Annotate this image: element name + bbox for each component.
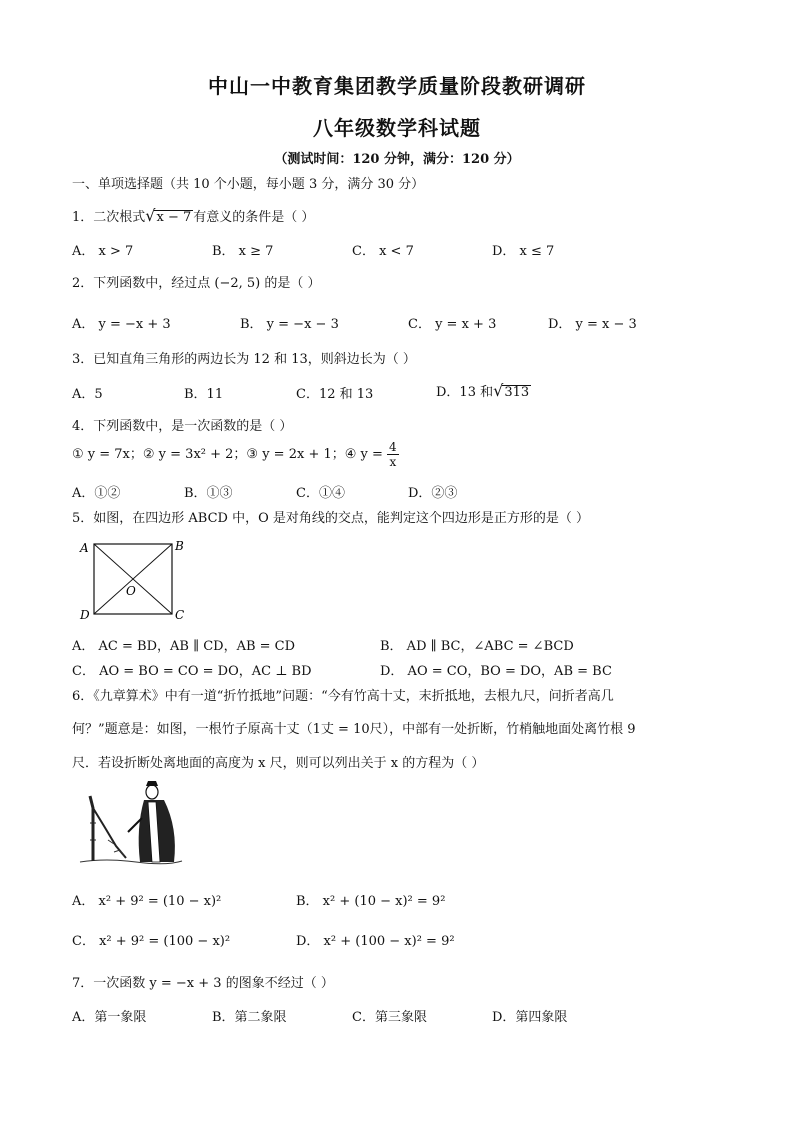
q1-option-b: B． x ≥ 7 — [212, 244, 274, 259]
q6-option-d: D． x² + (100 − x)² = 9² — [296, 934, 455, 949]
q7-option-b: B．第二象限 — [212, 1010, 287, 1025]
q4-items: ① y = 7x；② y = 3x² + 2；③ y = 2x + 1；④ y = — [72, 447, 383, 462]
exam-title: 中山一中教育集团教学质量阶段教研调研 — [208, 74, 586, 98]
question-1 — [72, 206, 314, 225]
q3-option-d — [436, 381, 531, 400]
section-heading: 一、单项选择题（共 10 个小题，每小题 3 分，满分 30 分） — [72, 177, 425, 192]
q3-option-d-radicand: 313 — [504, 385, 530, 400]
q1-radicand: x − 7 — [156, 210, 192, 225]
q3-option-c: C．12 和 13 — [296, 387, 374, 402]
exam-info: （测试时间：120 分钟，满分：120 分） — [274, 152, 520, 167]
bamboo-stalk — [90, 796, 93, 861]
q1-option-a: A． x > 7 — [72, 244, 134, 259]
radical-sign-icon: √ — [493, 381, 504, 400]
q3-option-a: A．5 — [72, 387, 103, 402]
vertex-label-a: A — [80, 541, 89, 555]
q6-option-b: B． x² + (10 − x)² = 9² — [296, 894, 446, 909]
q1-stem-prefix: 1．二次根式 — [72, 210, 146, 225]
q5-option-a: A． AC = BD，AB ∥ CD，AB = CD — [72, 639, 296, 654]
q7-option-c: C．第三象限 — [352, 1010, 427, 1025]
square-abcd-figure — [76, 536, 188, 622]
q4-option-c: C．①④ — [296, 486, 345, 501]
q4-frac-den: x — [389, 455, 397, 469]
q4-frac-num: 4 — [389, 440, 397, 454]
question-7: 7．一次函数 y = −x + 3 的图象不经过（ ） — [72, 976, 334, 991]
question-4: 4．下列函数中，是一次函数的是（ ） — [72, 419, 293, 434]
center-label-o: O — [126, 584, 136, 598]
vertex-label-d: D — [80, 608, 90, 622]
q2-option-d: D． y = x − 3 — [548, 317, 637, 332]
question-3: 3．已知直角三角形的两边长为 12 和 13，则斜边长为（ ） — [72, 352, 416, 367]
scholar-head — [146, 785, 158, 799]
q1-option-d: D． x ≤ 7 — [492, 244, 555, 259]
question-6-line3: 尺．若设折断处离地面的高度为 x 尺，则可以列出关于 x 的方程为（ ） — [72, 756, 485, 771]
question-2: 2．下列函数中，经过点 (−2, 5) 的是（ ） — [72, 276, 321, 291]
q3-option-b: B．11 — [184, 387, 224, 402]
question-5: 5．如图，在四边形 ABCD 中，O 是对角线的交点，能判定这个四边形是正方形的是（ ） — [72, 511, 590, 526]
bamboo-scholar-illustration — [76, 778, 184, 868]
q4-function-list — [72, 440, 399, 469]
vertex-label-b: B — [175, 539, 184, 553]
q2-option-a: A． y = −x + 3 — [72, 317, 171, 332]
scholar-hat — [146, 781, 158, 786]
q3-option-d-label: D．13 和 — [436, 385, 494, 400]
q5-option-d: D． AO = CO，BO = DO，AB = BC — [380, 664, 612, 679]
q6-option-c: C． x² + 9² = (100 − x)² — [72, 934, 231, 949]
q4-option-d: D．②③ — [408, 486, 458, 501]
q7-option-d: D．第四象限 — [492, 1010, 568, 1025]
q2-option-c: C． y = x + 3 — [408, 317, 497, 332]
question-6-line2: 何？”题意是：如图，一根竹子原高十丈（1丈 = 10尺），中部有一处折断，竹梢触地面处离竹根 9 — [72, 722, 636, 737]
q5-option-c: C． AO = BO = CO = DO，AC ⊥ BD — [72, 664, 312, 679]
bamboo-broken-top — [93, 808, 126, 858]
q1-option-c: C． x < 7 — [352, 244, 414, 259]
q5-option-b: B． AD ∥ BC，∠ABC = ∠BCD — [380, 639, 574, 654]
q4-fraction — [387, 440, 399, 469]
q4-option-b: B．①③ — [184, 486, 233, 501]
question-6-line1: 6．《九章算术》中有一道“折竹抵地”问题：“今有竹高十丈，末折抵地，去根九尺，问折者高几 — [72, 689, 614, 704]
q4-option-a: A．①② — [72, 486, 121, 501]
q6-option-a: A． x² + 9² = (10 − x)² — [72, 894, 222, 909]
q2-option-b: B． y = −x − 3 — [240, 317, 339, 332]
q1-stem-suffix: 有意义的条件是（ ） — [193, 210, 315, 225]
q7-option-a: A．第一象限 — [72, 1010, 147, 1025]
radical-sign-icon: √ — [145, 206, 156, 225]
vertex-label-c: C — [175, 608, 185, 622]
exam-subtitle: 八年级数学科试题 — [313, 116, 481, 140]
